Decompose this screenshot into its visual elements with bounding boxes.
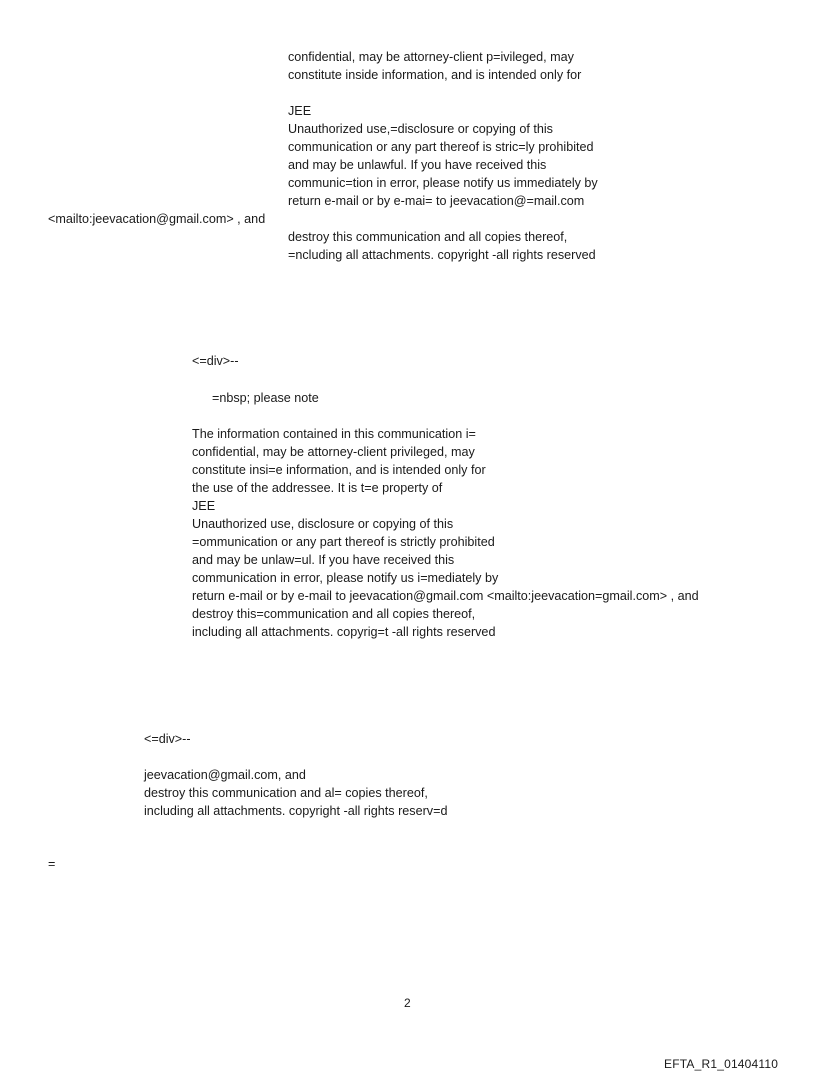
block1-line-6: and may be unlawful. If you have received this (288, 158, 547, 172)
block3-div-marker: <=div>-- (144, 732, 191, 746)
block2-line-2: confidential, may be attorney-client privileged, may (192, 445, 475, 459)
block1-mailto-line: <mailto:jeevacation@gmail.com> , and (48, 212, 266, 226)
block1-line-4: Unauthorized use,=disclosure or copying of this (288, 122, 553, 136)
block2-line-10: return e-mail or by e-mail to jeevacation@gmail.com <mailto:jeevacation=gmail.com> , and (192, 589, 699, 603)
block1-line-3: JEE (288, 104, 312, 118)
block1-line-7: communic=tion in error, please notify us immediately by (288, 176, 598, 190)
block1-line-1: confidential, may be attorney-client p=ivileged, may (288, 50, 574, 64)
block2-nbsp-line: =nbsp; please note (212, 391, 319, 405)
block3-line-2: destroy this communication and al= copies thereof, (144, 786, 428, 800)
block3-line-3: including all attachments. copyright -all rights reserv=d (144, 804, 448, 818)
block1-line-5: communication or any part thereof is stric=ly prohibited (288, 140, 594, 154)
block2-line-7: =ommunication or any part thereof is strictly prohibited (192, 535, 495, 549)
block2-line-5: JEE (192, 499, 216, 513)
block1-tail-line-1: destroy this communication and all copies thereof, (288, 230, 568, 244)
block2-line-6: Unauthorized use, disclosure or copying of this (192, 517, 454, 531)
block2-line-11: destroy this=communication and all copies thereof, (192, 607, 476, 621)
block2-line-3: constitute insi=e information, and is intended only for (192, 463, 486, 477)
block2-line-8: and may be unlaw=ul. If you have received this (192, 553, 455, 567)
block1-line-8: return e-mail or by e-mai= to jeevacation@=mail.com (288, 194, 585, 208)
block3-line-1: jeevacation@gmail.com, and (144, 768, 306, 782)
block2-line-9: communication in error, please notify us i=mediately by (192, 571, 499, 585)
block1-tail-line-2: =ncluding all attachments. copyright -all rights reserved (288, 248, 596, 262)
block1-line-2: constitute inside information, and is intended only for (288, 68, 582, 82)
trailing-equals: = (48, 857, 56, 871)
block2-line-1: The information contained in this communication i= (192, 427, 476, 441)
block2-line-12: including all attachments. copyrig=t -all rights reserved (192, 625, 496, 639)
block2-div-marker: <=div>-- (192, 354, 239, 368)
page-number: 2 (404, 996, 411, 1010)
document-id: EFTA_R1_01404110 (664, 1057, 779, 1071)
block2-line-4: the use of the addressee. It is t=e property of (192, 481, 443, 495)
